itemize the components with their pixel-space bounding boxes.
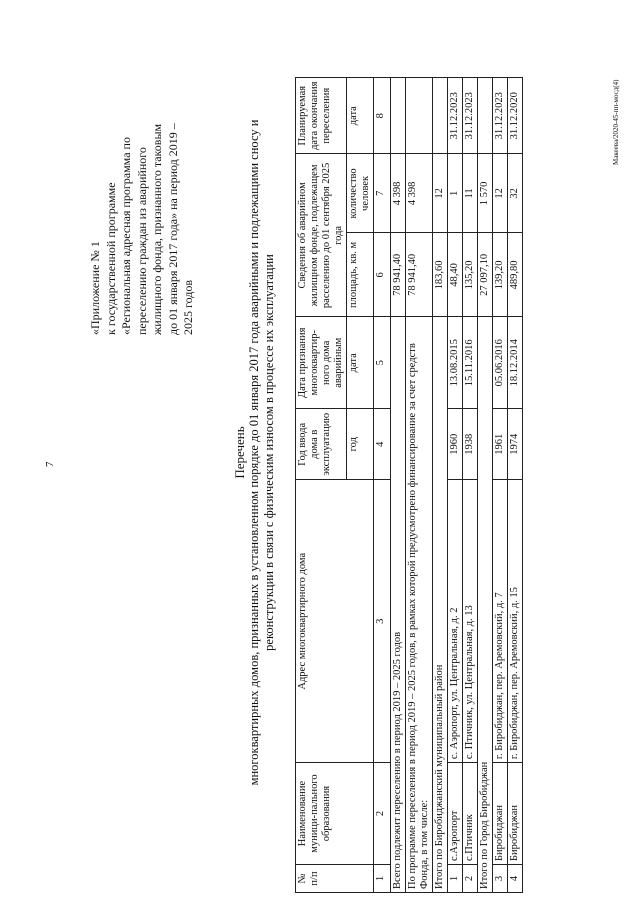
row-people: 32: [508, 154, 523, 233]
appendix-header: [88, 0, 197, 335]
table-row: [508, 78, 523, 893]
column-number: 5: [374, 317, 391, 409]
row-municipality: Биробиджан: [508, 763, 523, 865]
row-number: 2: [463, 864, 478, 892]
city-total-planned: [478, 78, 493, 154]
column-number: 2: [374, 763, 391, 865]
row-recognition-date: 05.06.2016: [493, 317, 508, 409]
document-title: [232, 70, 277, 835]
total-people: 4 398: [391, 154, 406, 233]
title-line-1: многоквартирных домов, признанных в установленном порядке до 01 января 2017 года аварийными и подлежащими сносу и: [247, 119, 261, 786]
column-number: 3: [374, 480, 391, 763]
column-number: 6: [374, 233, 391, 317]
city-total-row: [478, 78, 493, 893]
city-total-area: 27 097,10: [478, 233, 493, 317]
column-number: 4: [374, 409, 391, 480]
row-planned-date: 31.12.2023: [463, 78, 478, 154]
program-label: По программе переселения в период 2019 – 2025 годов, в рамках которой предусмотрено финансирование за счет средств Фонда, в том числе:: [406, 317, 433, 893]
table-row: [463, 78, 478, 893]
row-municipality: с.Птичник: [463, 763, 478, 865]
row-planned-date: 31.12.2023: [493, 78, 508, 154]
header-area: площадь, кв. м: [347, 233, 374, 317]
header-recognition-group: Дата признания многоквартир-ного дома аварийным: [296, 317, 347, 409]
city-total-label: Итого по Город Биробиджан: [478, 317, 493, 893]
footer-note: Mакеева/2020-45-пп-мосд(4): [612, 79, 620, 165]
row-people: 11: [463, 154, 478, 233]
title-heading: Перечень: [232, 426, 247, 479]
header-recognition-date: дата: [347, 317, 374, 409]
header-planned-date: дата: [347, 78, 374, 154]
program-people: 4 398: [406, 154, 433, 233]
header-people: количество человек: [347, 154, 374, 233]
row-number: 1: [448, 864, 463, 892]
row-number: 3: [493, 864, 508, 892]
row-area: 135,20: [463, 233, 478, 317]
appendix-line: «Приложение № 1: [88, 241, 102, 335]
district-total-planned: [433, 78, 448, 154]
row-year: 1960: [448, 409, 463, 480]
total-area: 78 941,40: [391, 233, 406, 317]
row-planned-date: 31.12.2023: [448, 78, 463, 154]
row-recognition-date: 18.12.2014: [508, 317, 523, 409]
row-year: 1974: [508, 409, 523, 480]
title-line-2: реконструкции в связи с физическим износом в процессе их эксплуатации: [262, 254, 276, 651]
housing-register-table: [295, 77, 523, 893]
district-total-area: 183,60: [433, 233, 448, 317]
city-total-people: 1 570: [478, 154, 493, 233]
program-row: [406, 78, 433, 893]
district-rows: [448, 78, 478, 893]
page-number: 7: [44, 461, 56, 467]
row-people: 1: [448, 154, 463, 233]
district-total-people: 12: [433, 154, 448, 233]
row-area: 139,20: [493, 233, 508, 317]
total-planned: [391, 78, 406, 154]
table-row: [493, 78, 508, 893]
row-recognition-date: 15.11.2016: [463, 317, 478, 409]
row-municipality: Биробиджан: [493, 763, 508, 865]
header-year: год: [347, 409, 374, 480]
header-municipality: Наименование муници-пального образования: [296, 763, 374, 865]
district-total-row: [433, 78, 448, 893]
column-number: 7: [374, 154, 391, 233]
appendix-line: переселению граждан из аварийного: [134, 147, 149, 335]
row-address: г. Биробиджан, пер. Аремовский, д. 7: [493, 480, 508, 763]
row-number: 4: [508, 864, 523, 892]
header-address: Адрес многоквартирного дома: [296, 480, 374, 763]
table-row: [448, 78, 463, 893]
appendix-line: к государственной программе: [103, 182, 118, 335]
header-num: № п/п: [296, 864, 374, 892]
row-address: с. Птичник, ул. Центральная, д. 13: [463, 480, 478, 763]
header-year-group: Год ввода дома в эксплуатацию: [296, 409, 347, 480]
row-planned-date: 31.12.2020: [508, 78, 523, 154]
row-recognition-date: 13.08.2015: [448, 317, 463, 409]
column-number: 8: [374, 78, 391, 154]
row-address: с. Аэропорт, ул. Центральная, д. 2: [448, 480, 463, 763]
header-info-group: Сведения об аварийном жилищном фонде, подлежащем расселению до 01 сентября 2025 года: [296, 154, 347, 317]
column-number: 1: [374, 864, 391, 892]
row-year: 1961: [493, 409, 508, 480]
district-total-label: Итого по Биробиджанский муниципальный район: [433, 317, 448, 893]
row-municipality: с.Аэропорт: [448, 763, 463, 865]
row-area: 489,80: [508, 233, 523, 317]
row-address: г. Биробиджан, пер. Аремовский, д. 15: [508, 480, 523, 763]
program-planned: [406, 78, 433, 154]
total-label: Всего подлежит переселению в период 2019 – 2025 годов: [391, 317, 406, 893]
total-row: [391, 78, 406, 893]
appendix-line: жилищного фонда, признанного таковым: [150, 123, 164, 335]
program-area: 78 941,40: [406, 233, 433, 317]
appendix-line: «Региональная адресная программа по: [119, 137, 133, 335]
row-area: 48,40: [448, 233, 463, 317]
column-number-row: [374, 78, 391, 893]
header-row-1: [296, 78, 347, 893]
appendix-line: 2025 годов: [181, 279, 195, 335]
city-rows: [493, 78, 523, 893]
appendix-line: до 01 января 2017 года» на период 2019 –: [165, 123, 180, 335]
row-year: 1938: [463, 409, 478, 480]
row-people: 12: [493, 154, 508, 233]
header-planned-group: Планируемая дата окончания переселения: [296, 78, 347, 154]
